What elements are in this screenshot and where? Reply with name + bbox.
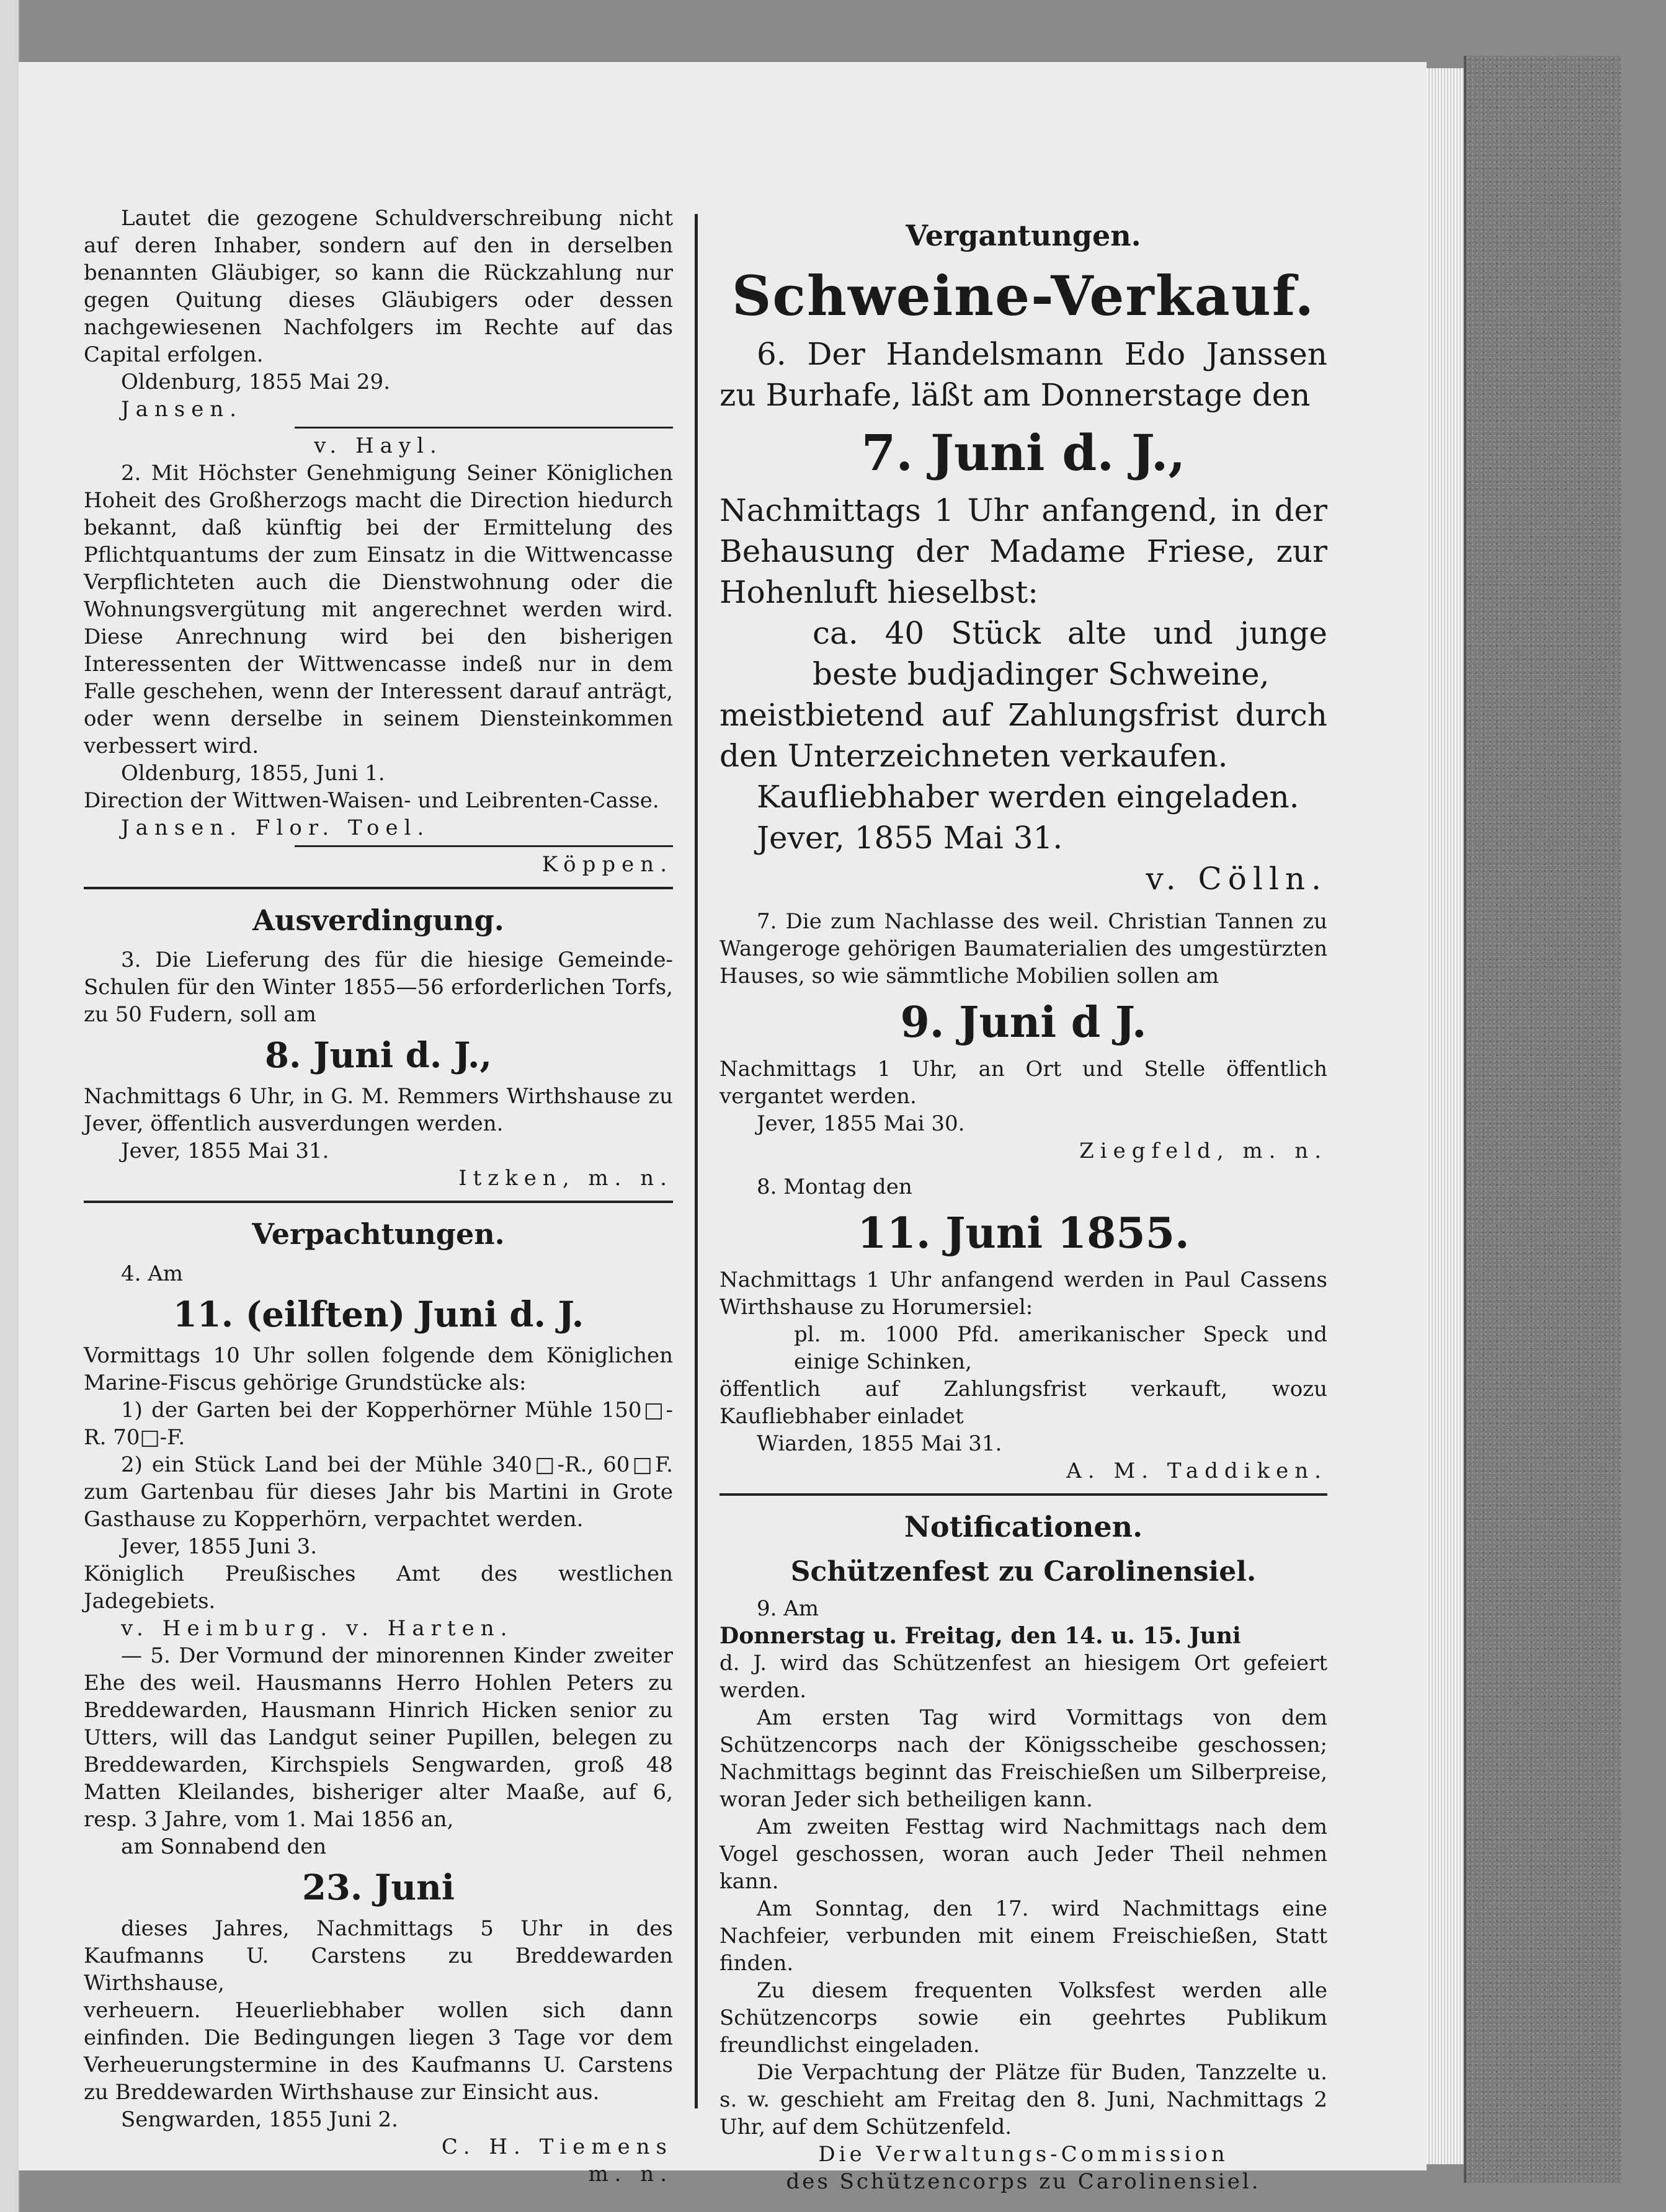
notice-4-authority: Königlich Preußisches Amt des westlichen Jadegebiets. — [84, 1561, 673, 1614]
heading-notificationen: Notificationen. — [904, 1510, 1143, 1544]
notice-4-date: 11. (eilften) Juni d. J. — [172, 1294, 584, 1335]
notice-5-signature-1: C. H. Tiemens — [441, 2134, 673, 2159]
notice-8-body: Nachmittags 1 Uhr anfangend werden in Paul Cassens Wirthshause zu Horumersiel: — [719, 1268, 1327, 1320]
notice-2-signatures: Jansen. Flor. Toel. — [121, 815, 430, 840]
notice-6-date: 7. Juni d. J., — [861, 424, 1186, 482]
notice-5-body-2: verheuern. Heuerliebhaber wollen sich dann einfinden. Die Bedingungen liegen 3 Tage vor dem Verheuerungstermine in des Kaufmanns U. Carstens zu Breddewarden Wirthshause zur Einsicht aus. — [84, 1998, 673, 2105]
notice-6-intro: 6. Der Handelsmann Edo Janssen zu Burhafe, läßt am Donnerstage den — [719, 336, 1327, 413]
heading-verpachtungen: Verpachtungen. — [252, 1217, 505, 1251]
heading-vergantungen: Vergantungen. — [906, 219, 1141, 252]
notice-9-signature-2: des Schützencorps zu Carolinensiel. — [786, 2169, 1261, 2194]
notice-8-date: 11. Juni 1855. — [857, 1209, 1190, 1258]
notice-8-signature: A. M. Taddiken. — [1066, 1459, 1327, 1483]
section-rule — [719, 1493, 1327, 1496]
notice-1-signature-1: Jansen. — [121, 397, 243, 422]
book-edge-left — [0, 0, 20, 2212]
section-rule — [84, 1201, 673, 1203]
notice-6-signature: v. Cölln. — [1146, 861, 1327, 897]
notice-9-paragraph-2: Am ersten Tag wird Vormittags von dem Schützencorps nach der Königsscheibe geschossen; Nachmittags beginnt das Freischießen um Silberpreise, woran Jeder sich betheiligen kann. — [719, 1705, 1327, 1812]
notice-6-body-2: meistbietend auf Zahlungsfrist durch den Unterzeichneten verkaufen. — [719, 697, 1327, 774]
notice-4-signature: v. Heimburg. v. Harten. — [121, 1616, 514, 1641]
notice-5-lead: am Sonnabend den — [121, 1834, 327, 1859]
notice-9-paragraph-5: Zu diesem frequenten Volksfest werden alle Schützencorps sowie ein geehrtes Publikum freundlichst eingeladen. — [719, 1978, 1327, 2058]
notice-5-signature-2: m. n. — [588, 2162, 673, 2187]
notice-9-paragraph-4: Am Sonntag, den 17. wird Nachmittags eine Nachfeier, verbunden mit einem Freischießen, Statt finden. — [719, 1896, 1327, 1976]
notice-3-text: 3. Die Lieferung des für die hiesige Gemeinde-Schulen für den Winter 1855—56 erforderlichen Torfs, zu 50 Fudern, soll am — [84, 948, 673, 1027]
notice-8-place: Wiarden, 1855 Mai 31. — [757, 1431, 1002, 1456]
notice-5-place: Sengwarden, 1855 Juni 2. — [121, 2107, 398, 2132]
notice-4-item-1: 1) der Garten bei der Kopperhörner Mühle 150□-R. 70□-F. — [84, 1398, 673, 1450]
left-column — [84, 205, 673, 2187]
notice-7-date: 9. Juni d J. — [900, 998, 1147, 1047]
notice-7-signature: Ziegfeld, m. n. — [1079, 1139, 1327, 1163]
notice-9-signature-1: Die Verwaltungs-Commission — [818, 2142, 1229, 2167]
notice-2-date: Oldenburg, 1855, Juni 1. — [121, 761, 385, 786]
notice-9-date-line: Donnerstag u. Freitag, den 14. u. 15. Juni — [719, 1623, 1241, 1649]
notice-7-text: 7. Die zum Nachlasse des weil. Christian Tannen zu Wangeroge gehörigen Baumaterialien des umgestürzten Hauses, so wie sämmtliche Mobilien sollen am — [719, 909, 1327, 988]
notice-8-item: pl. m. 1000 Pfd. amerikanischer Speck und einige Schinken, — [794, 1322, 1327, 1374]
notice-8-body-2: öffentlich auf Zahlungsfrist verkauft, wozu Kaufliebhaber einladet — [719, 1377, 1327, 1429]
notice-8-lead: 8. Montag den — [757, 1175, 912, 1199]
heading-schweine-verkauf: Schweine-Verkauf. — [731, 264, 1316, 328]
notice-7-body: Nachmittags 1 Uhr, an Ort und Stelle öffentlich vergantet werden. — [719, 1057, 1327, 1109]
book-cover — [1464, 56, 1621, 2183]
notice-9-paragraph-6: Die Verpachtung der Plätze für Buden, Tanzzelte u. s. w. geschieht am Freitag den 8. Juni, Nachmittags 2 Uhr, auf dem Schützenfeld. — [719, 2060, 1327, 2139]
notice-9-paragraph-3: Am zweiten Festtag wird Nachmittags nach dem Vogel geschossen, woran auch Jeder Theil nehmen kann. — [719, 1814, 1327, 1894]
notice-6-body: Nachmittags 1 Uhr anfangend, in der Behausung der Madame Friese, zur Hohenluft hieselbst: — [719, 492, 1327, 610]
notice-7-place: Jever, 1855 Mai 30. — [757, 1111, 965, 1136]
notice-5-body: dieses Jahres, Nachmittags 5 Uhr in des Kaufmanns U. Carstens zu Breddewarden Wirthshause, — [84, 1916, 673, 1996]
notice-6-item: ca. 40 Stück alte und junge beste budjadinger Schweine, — [813, 615, 1327, 692]
notice-4-lead: 4. Am — [121, 1261, 184, 1286]
column-divider — [695, 214, 698, 2108]
notice-1-text: Lautet die gezogene Schuldverschreibung nicht auf deren Inhaber, sondern auf den in derselben benannten Gläubiger, so kann die Rückzahlung nur gegen Quitung dieses Gläubigers oder dessen nachgewiesenen Nachfolgers im Rechte auf das Capital erfolgen. — [84, 206, 673, 367]
notice-1-signature-2: v. Hayl. — [314, 433, 443, 458]
notice-4-body: Vormittags 10 Uhr sollen folgende dem Königlichen Marine-Fiscus gehörige Grundstücke als: — [84, 1343, 673, 1395]
notice-6-invite: Kaufliebhaber werden eingeladen. — [757, 779, 1299, 815]
signature-rule — [295, 427, 673, 429]
signature-rule — [295, 845, 673, 847]
notice-2-signature-2: Köppen. — [541, 852, 673, 877]
section-rule — [84, 887, 673, 889]
heading-ausverdingung: Ausverdingung. — [252, 904, 504, 937]
notice-2-text: 2. Mit Höchster Genehmigung Seiner Königlichen Hoheit des Großherzogs macht die Direction hiedurch bekannt, daß künftig bei der Ermittelung des Pflichtquantums der zum Einsatz in die Wittwencasse Verpflichteten auch die Dienstwohnung oder die Wohnungsvergütung mit angerechnet werden wird. Diese Anrechnung wird bei den bisherigen Interessenten der Wittwencasse indeß nur in dem Falle geschehen, wenn der Interessent darauf anträgt, oder wenn derselbe in seinem Diensteinkommen verbessert wird. — [84, 461, 673, 758]
notice-3-body: Nachmittags 6 Uhr, in G. M. Remmers Wirthshause zu Jever, öffentlich ausverdungen werden. — [84, 1084, 673, 1136]
notice-3-signature: Itzken, m. n. — [458, 1166, 673, 1191]
notice-4-item-2: 2) ein Stück Land bei der Mühle 340□-R., 60□F. zum Gartenbau für dieses Jahr bis Martini in Grote Gasthause zu Kopperhörn, verpachtet werden. — [84, 1452, 673, 1532]
notice-3-place: Jever, 1855 Mai 31. — [121, 1139, 329, 1163]
page-stack-edge — [1427, 68, 1464, 2164]
right-column — [719, 205, 1327, 2194]
notice-2-direction: Direction der Wittwen-Waisen- und Leibrenten-Casse. — [84, 788, 659, 813]
notice-5-date: 23. Juni — [301, 1867, 455, 1908]
notice-3-date: 8. Juni d. J., — [265, 1035, 492, 1076]
notice-5-text: — 5. Der Vormund der minorennen Kinder zweiter Ehe des weil. Hausmanns Herro Hohlen Peters zu Breddewarden, Hausmann Hinrich Hicken senior zu Utters, will das Landgut seiner Pupillen, belegen zu Breddewarden, Kirchspiels Sengwarden, groß 48 Matten Kleilandes, bisheriger alter Maaße, auf 6, resp. 3 Jahre, vom 1. Mai 1856 an, — [84, 1643, 673, 1832]
heading-schuetzenfest: Schützenfest zu Carolinensiel. — [790, 1556, 1257, 1588]
notice-9-body: d. J. wird das Schützenfest an hiesigem Ort gefeiert werden. — [719, 1651, 1327, 1703]
notice-4-place: Jever, 1855 Juni 3. — [121, 1534, 318, 1559]
notice-6-place: Jever, 1855 Mai 31. — [757, 820, 1063, 856]
notice-9-lead: 9. Am — [757, 1596, 819, 1621]
notice-1-date: Oldenburg, 1855 Mai 29. — [121, 370, 390, 394]
